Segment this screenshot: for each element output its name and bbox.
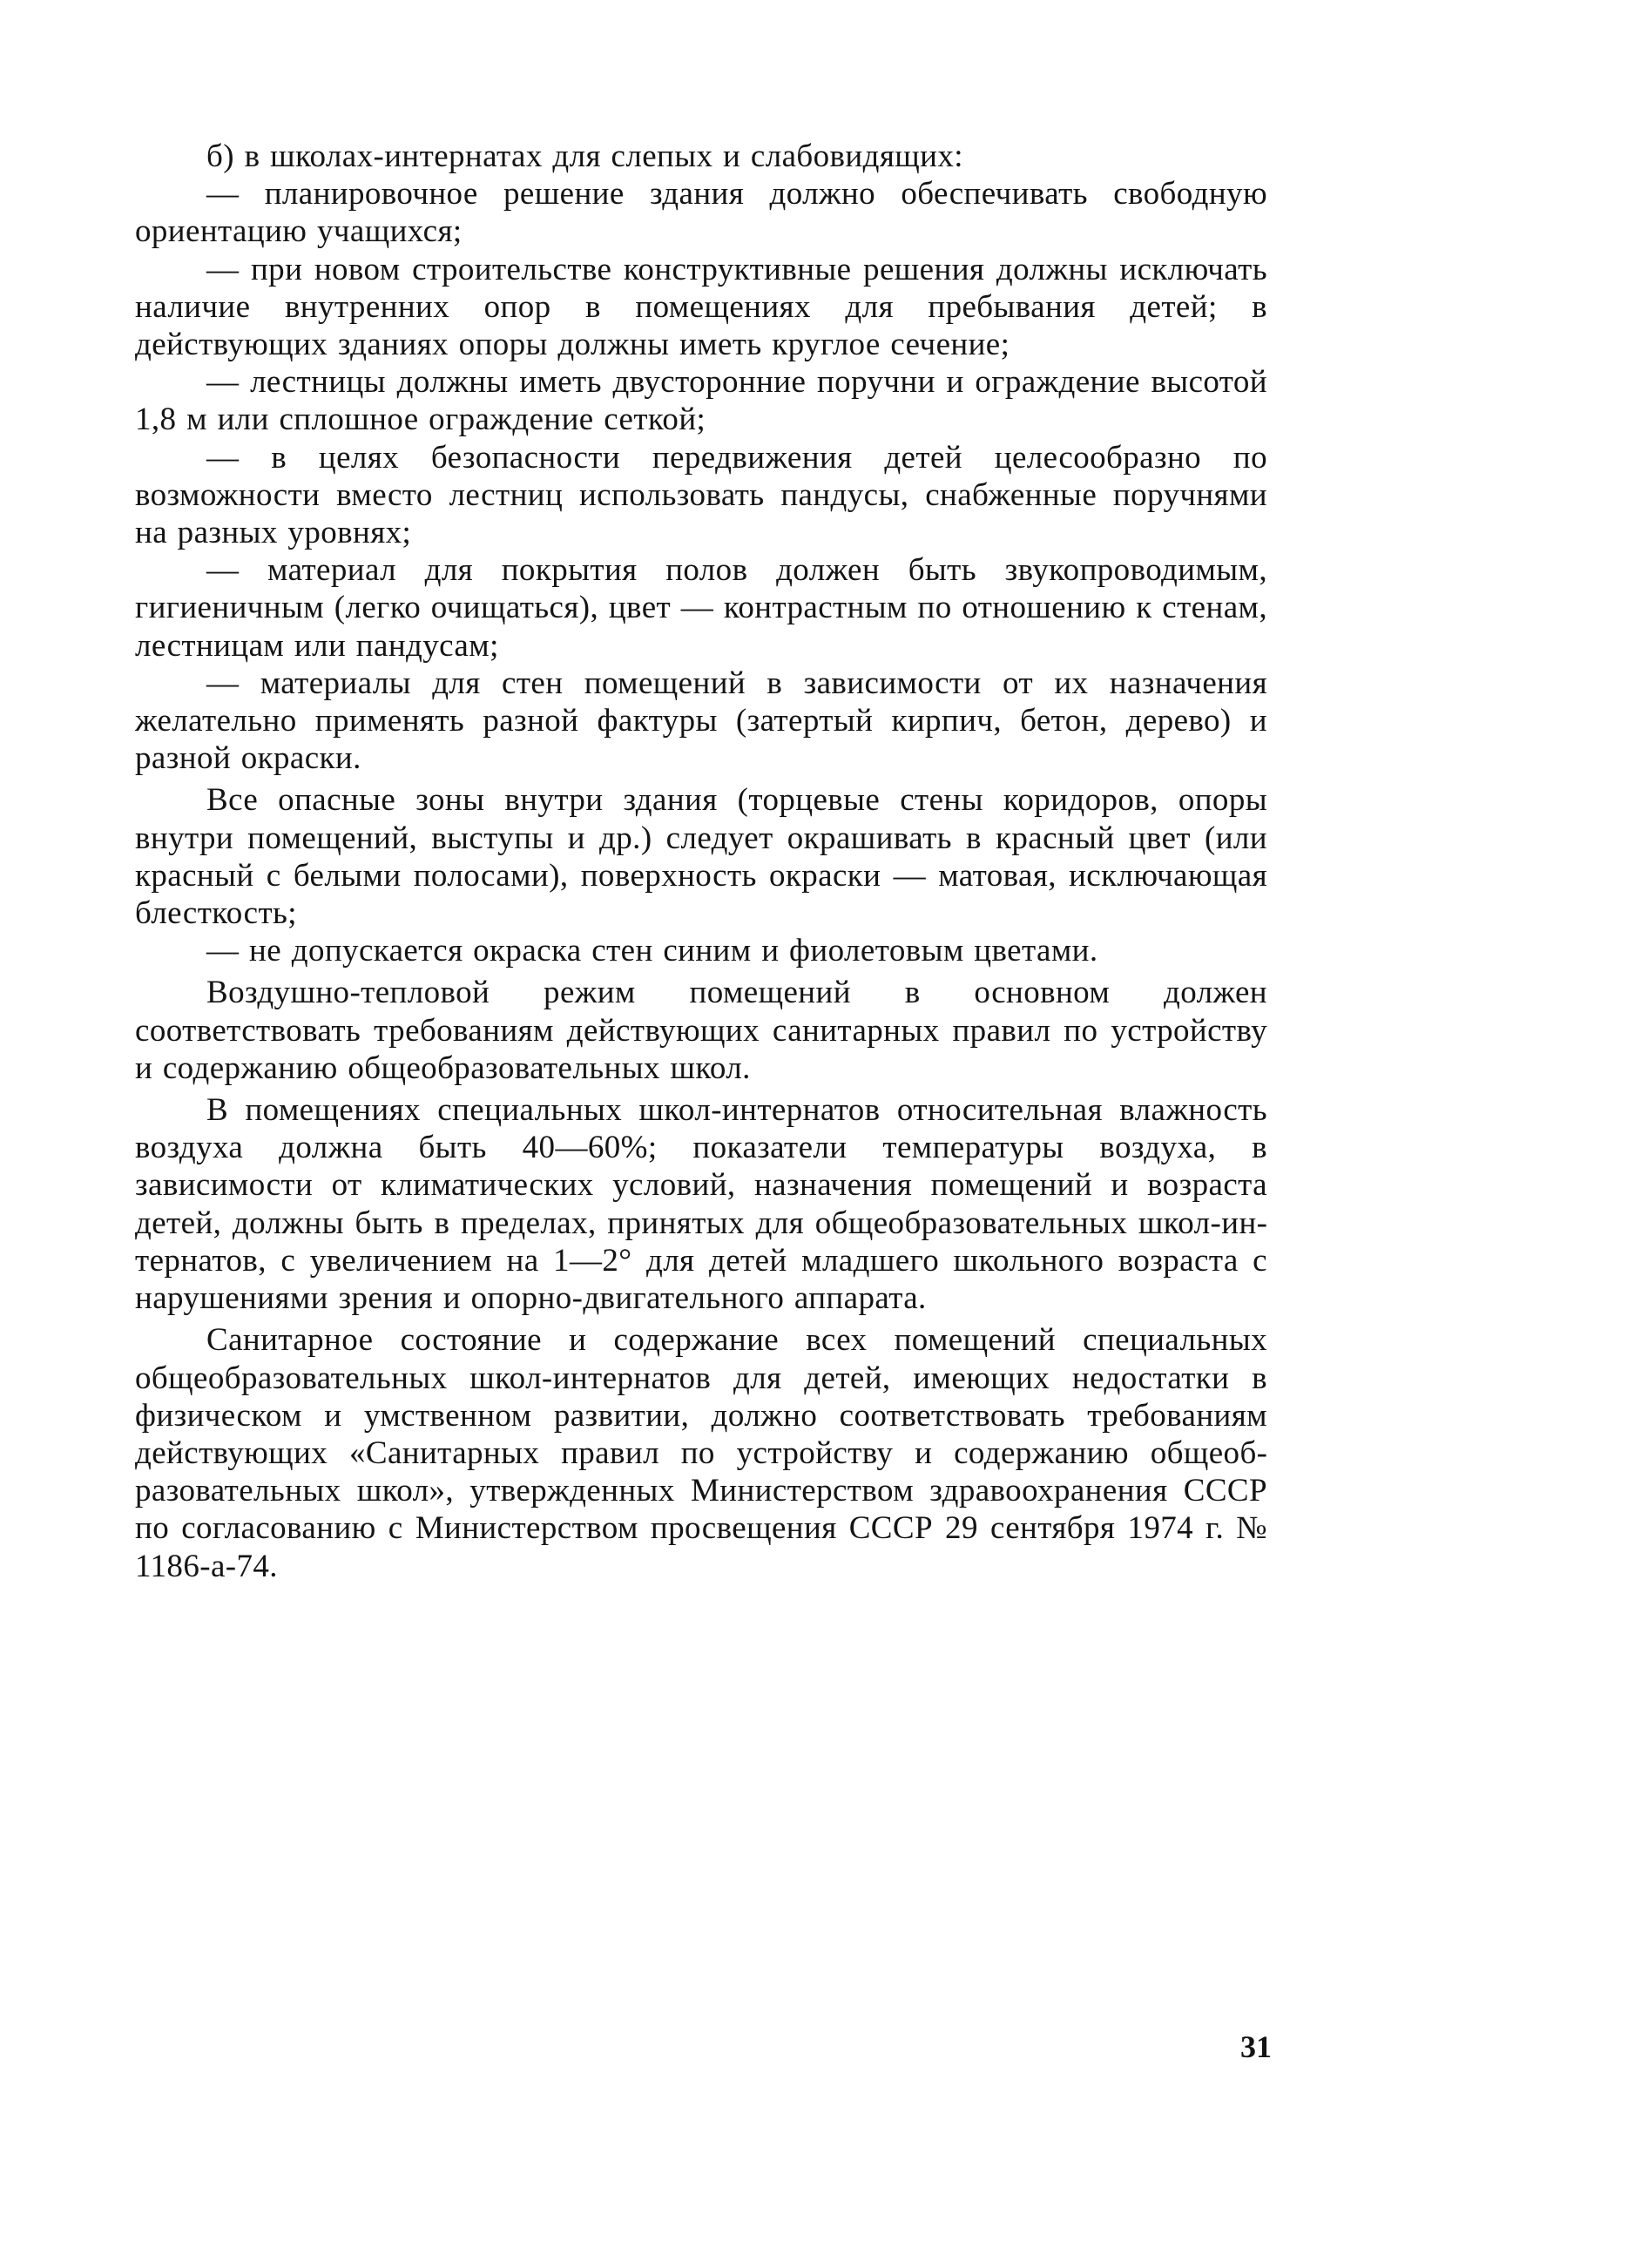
body-text [135, 138, 1267, 1585]
paragraph-floor-material: — материал для покрытия полов должен быть звукопроводимым, гигиеничным (легко очищаться), цвет — контрастным по отношению к стенам, лестницам или пандусам; [135, 552, 1267, 664]
paragraph-ramps: — в целях безопасности передвижения детей целесообразно по возможности вместо лестниц использовать пандусы, снабженные поручнями на разных уровнях; [135, 439, 1267, 551]
paragraph-humidity-temperature: В помещениях специальных школ-интернатов относительная влажность воздуха должна быть 40—60%; показатели температуры воздуха, в зависимости от климатических условий, назначения помещений и возраста детей, должны быть в пределах, принятых для общеобразовательных школ-интернатов, с увеличением на 1—2° для детей младшего школьного возраста с нарушениями зрения и опорно-двигательного аппарата. [135, 1092, 1267, 1317]
paragraph-sanitary-condition: Санитарное состояние и содержание всех помещений специальных общеобразовательных школ-интернатов для детей, имеющих недостатки в физическом и умственном развитии, должно соответствовать требованиям действующих «Санитарных правил по устройству и содержанию общеобразовательных школ», утвержденных Министерством здравоохранения СССР по согласованию с Министерством просвещения СССР 29 сентября 1974 г. № 1186-а-74. [135, 1322, 1267, 1584]
paragraph-planning-orientation: — планировочное решение здания должно обеспечивать свободную ориентацию учащихся; [135, 176, 1267, 250]
paragraph-schools-blind-intro: б) в школах-интернатах для слепых и слабовидящих: [206, 138, 963, 174]
page-number: 31 [1240, 2029, 1272, 2064]
paragraph-wall-materials: — материалы для стен помещений в зависимости от их назначения желательно применять разной фактуры (затертый кирпич, бетон, дерево) и разной окраски. [135, 665, 1267, 777]
paragraph-structural-supports: — при новом строительстве конструктивные решения должны исключать наличие внутренних опор в помещениях для пребывания детей; в действующих зданиях опоры должны иметь круглое сечение; [135, 251, 1267, 363]
paragraph-danger-zones: Все опасные зоны внутри здания (торцевые стены коридоров, опоры внутри помещений, выступы и др.) следует окрашивать в красный цвет (или красный с белыми полосами), поверхность окраски — матовая, исключающая блесткость; [135, 782, 1267, 932]
paragraph-stair-railings: — лестницы должны иметь двусторонние поручни и ограждение высотой 1,8 м или сплошное ограждение сеткой; [135, 364, 1267, 438]
paragraph-wall-colors: — не допускается окраска стен синим и фиолетовым цветами. [206, 933, 1098, 969]
paragraph-air-thermal-regime: Воздушно-тепловой режим помещений в основном должен соответствовать требованиям действующих санитарных правил по устройству и содержанию общеобразовательных школ. [135, 975, 1267, 1086]
